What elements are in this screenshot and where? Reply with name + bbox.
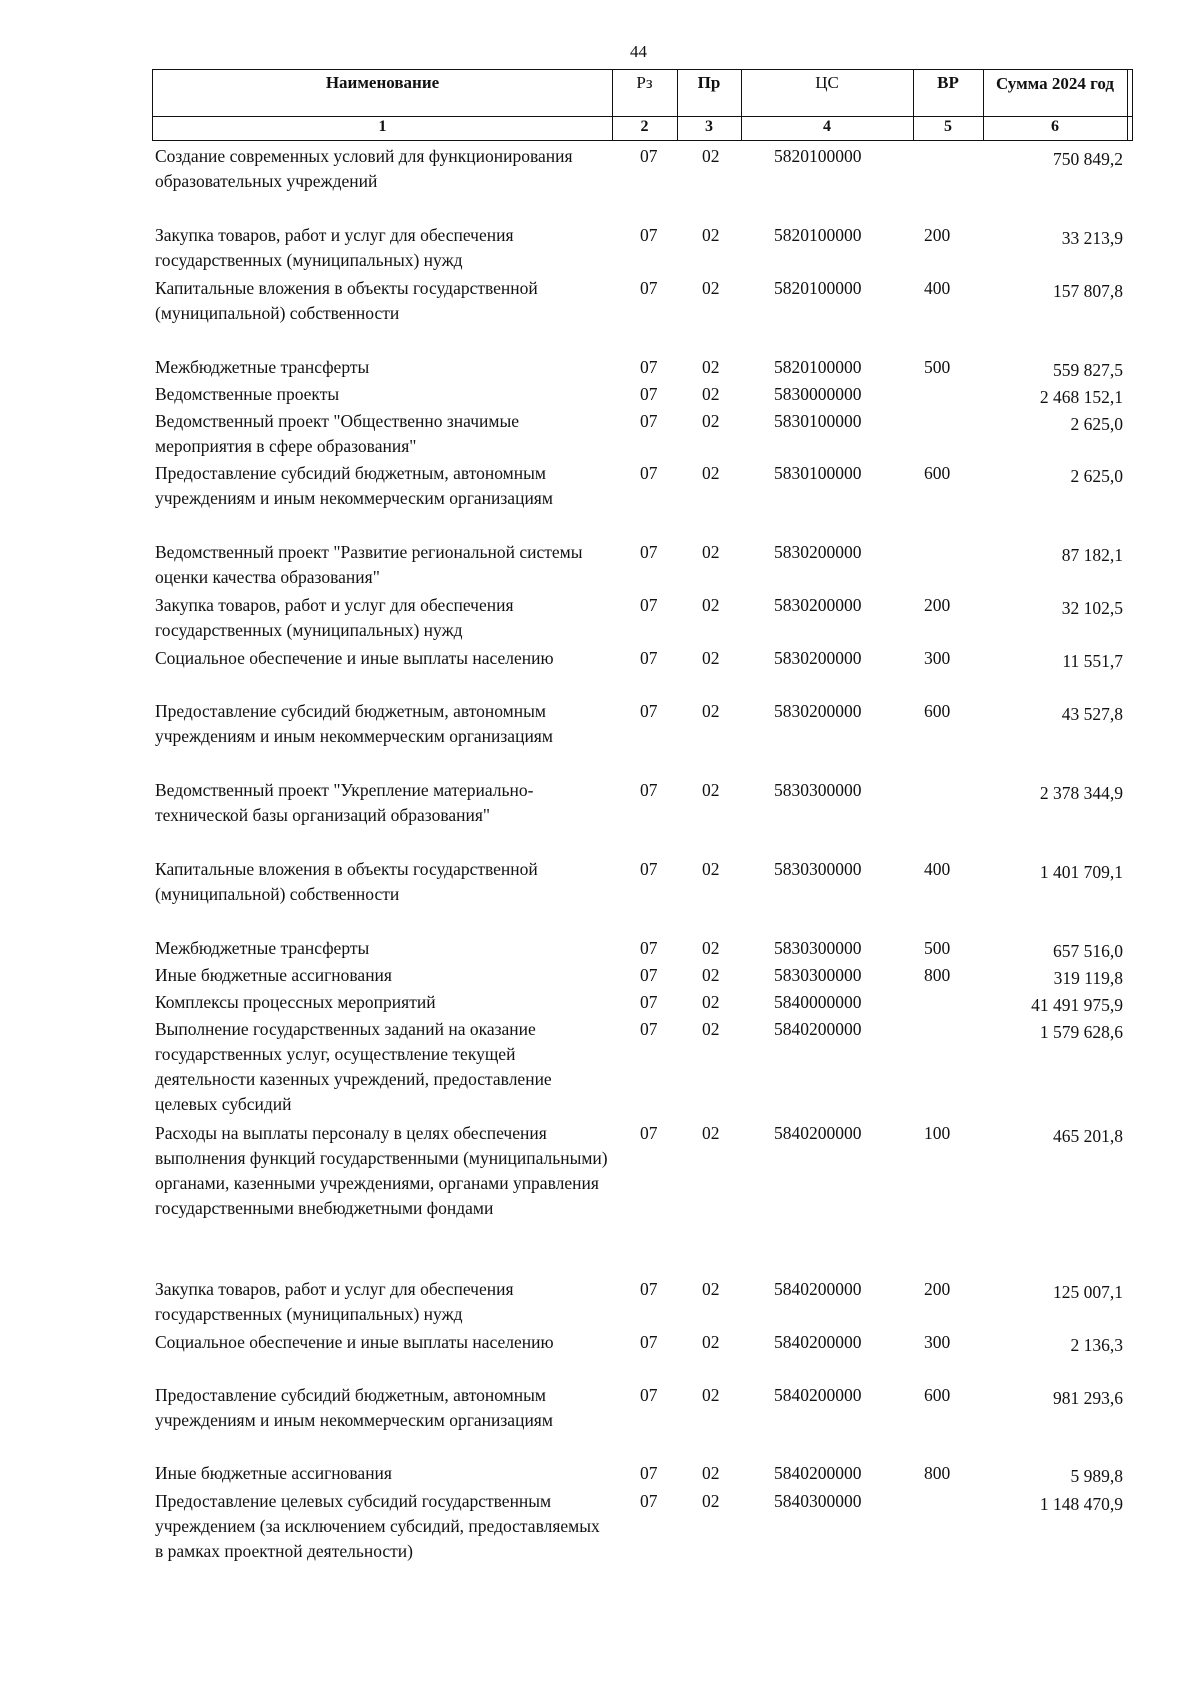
row-name: Создание современных условий для функционирования образовательных учреждений <box>155 146 573 191</box>
row-name: Ведомственный проект "Общественно значимые мероприятия в сфере образования" <box>155 411 519 456</box>
row-name: Закупка товаров, работ и услуг для обеспечения государственных (муниципальных) нужд <box>155 595 514 640</box>
row-rz: 07 <box>640 1463 658 1483</box>
table-row <box>0 1330 1200 1383</box>
row-rz: 07 <box>640 384 658 404</box>
row-sum: 11 551,7 <box>1062 651 1123 671</box>
row-rz: 07 <box>640 278 658 298</box>
row-pr: 02 <box>702 1279 720 1299</box>
row-cs: 5830300000 <box>774 965 862 985</box>
row-pr: 02 <box>702 1332 720 1352</box>
row-sum: 657 516,0 <box>1053 941 1123 961</box>
header-rz: Рз <box>636 73 653 92</box>
row-sum: 2 625,0 <box>1070 414 1123 434</box>
table-row <box>0 144 1200 223</box>
row-rz: 07 <box>640 542 658 562</box>
row-rz: 07 <box>640 1279 658 1299</box>
row-cs: 5840200000 <box>774 1463 862 1483</box>
row-rz: 07 <box>640 463 658 483</box>
header-pr: Пр <box>697 73 721 92</box>
row-sum: 1 579 628,6 <box>1039 1022 1123 1042</box>
row-name: Ведомственные проекты <box>155 384 340 404</box>
row-cs: 5830100000 <box>774 411 862 431</box>
row-sum: 125 007,1 <box>1053 1282 1123 1302</box>
header-col-4: 4 <box>823 118 831 135</box>
row-vr: 200 <box>924 1279 951 1299</box>
header-vr: ВР <box>937 73 959 92</box>
page-number: 44 <box>630 42 647 61</box>
row-name: Капитальные вложения в объекты государственной (муниципальной) собственности <box>155 859 538 904</box>
row-pr: 02 <box>702 146 720 166</box>
row-name: Иные бюджетные ассигнования <box>155 965 392 985</box>
row-vr: 800 <box>924 965 951 985</box>
table-row <box>0 1121 1200 1277</box>
row-vr: 800 <box>924 1463 951 1483</box>
row-pr: 02 <box>702 1463 720 1483</box>
row-name: Предоставление субсидий бюджетным, автономным учреждениям и иным некоммерческим организациям <box>155 1385 553 1430</box>
row-cs: 5820100000 <box>774 146 862 166</box>
row-pr: 02 <box>702 384 720 404</box>
row-pr: 02 <box>702 1019 720 1039</box>
row-name: Предоставление субсидий бюджетным, автономным учреждениям и иным некоммерческим организациям <box>155 701 553 746</box>
row-pr: 02 <box>702 595 720 615</box>
header-col-1: 1 <box>378 118 387 135</box>
row-sum: 559 827,5 <box>1053 360 1123 380</box>
header-sum: Сумма 2024 год <box>995 74 1115 93</box>
row-name: Ведомственный проект "Развитие региональной системы оценки качества образования" <box>155 542 583 587</box>
row-vr: 200 <box>924 225 951 245</box>
row-rz: 07 <box>640 701 658 721</box>
row-sum: 87 182,1 <box>1061 545 1123 565</box>
row-name: Межбюджетные трансферты <box>155 357 370 377</box>
header-col-5: 5 <box>944 118 952 135</box>
row-pr: 02 <box>702 701 720 721</box>
row-vr: 500 <box>924 938 951 958</box>
table-row <box>0 1383 1200 1461</box>
row-name: Предоставление субсидий бюджетным, автономным учреждениям и иным некоммерческим организациям <box>155 463 553 508</box>
row-cs: 5840200000 <box>774 1332 862 1352</box>
row-vr: 400 <box>924 278 951 298</box>
table-row <box>0 1017 1200 1121</box>
row-pr: 02 <box>702 463 720 483</box>
row-sum: 319 119,8 <box>1053 968 1123 988</box>
row-cs: 5840300000 <box>774 1491 862 1511</box>
row-sum: 33 213,9 <box>1061 228 1123 248</box>
row-rz: 07 <box>640 992 658 1012</box>
row-rz: 07 <box>640 225 658 245</box>
table-row <box>0 355 1200 382</box>
row-vr: 600 <box>924 701 951 721</box>
row-rz: 07 <box>640 357 658 377</box>
row-cs: 5840000000 <box>774 992 862 1012</box>
row-rz: 07 <box>640 1123 658 1143</box>
row-pr: 02 <box>702 965 720 985</box>
row-sum: 465 201,8 <box>1053 1126 1123 1146</box>
row-name: Закупка товаров, работ и услуг для обеспечения государственных (муниципальных) нужд <box>155 225 514 270</box>
row-cs: 5830300000 <box>774 938 862 958</box>
row-vr: 200 <box>924 595 951 615</box>
row-sum: 2 625,0 <box>1070 466 1123 486</box>
row-pr: 02 <box>702 357 720 377</box>
row-rz: 07 <box>640 938 658 958</box>
row-pr: 02 <box>702 1123 720 1143</box>
row-name: Межбюджетные трансферты <box>155 938 370 958</box>
table-row <box>0 857 1200 936</box>
row-cs: 5820100000 <box>774 278 862 298</box>
row-rz: 07 <box>640 859 658 879</box>
row-name: Предоставление целевых субсидий государственным учреждением (за исключением субсидий, предоставляемых в рамках проектной деятельности) <box>155 1491 600 1561</box>
table-row <box>0 778 1200 857</box>
row-sum: 41 491 975,9 <box>1031 995 1123 1015</box>
row-sum: 2 378 344,9 <box>1039 783 1123 803</box>
row-vr: 600 <box>924 1385 951 1405</box>
row-rz: 07 <box>640 780 658 800</box>
row-pr: 02 <box>702 542 720 562</box>
row-pr: 02 <box>702 859 720 879</box>
row-cs: 5820100000 <box>774 225 862 245</box>
row-rz: 07 <box>640 1332 658 1352</box>
header-col-6: 6 <box>1051 118 1059 135</box>
row-rz: 07 <box>640 965 658 985</box>
header-cs: ЦС <box>815 73 839 92</box>
row-cs: 5830200000 <box>774 701 862 721</box>
row-vr: 400 <box>924 859 951 879</box>
row-cs: 5840200000 <box>774 1123 862 1143</box>
table-row <box>0 382 1200 409</box>
row-pr: 02 <box>702 938 720 958</box>
row-name: Выполнение государственных заданий на оказание государственных услуг, осуществление текущей деятельности казенных учреждений, предоставление целевых субсидий <box>155 1019 552 1114</box>
row-name: Закупка товаров, работ и услуг для обеспечения государственных (муниципальных) нужд <box>155 1279 514 1324</box>
table-row <box>0 461 1200 540</box>
row-name: Социальное обеспечение и иные выплаты населению <box>155 648 554 668</box>
row-sum: 2 136,3 <box>1070 1335 1123 1355</box>
row-cs: 5840200000 <box>774 1279 862 1299</box>
row-rz: 07 <box>640 1491 658 1511</box>
header-name: Наименование <box>325 73 440 92</box>
row-sum: 157 807,8 <box>1053 281 1123 301</box>
table-row <box>0 646 1200 699</box>
row-name: Социальное обеспечение и иные выплаты населению <box>155 1332 554 1352</box>
table-row <box>0 936 1200 963</box>
row-vr: 600 <box>924 463 951 483</box>
row-sum: 32 102,5 <box>1061 598 1123 618</box>
row-rz: 07 <box>640 648 658 668</box>
row-pr: 02 <box>702 648 720 668</box>
row-cs: 5820100000 <box>774 357 862 377</box>
row-cs: 5830200000 <box>774 648 862 668</box>
row-rz: 07 <box>640 146 658 166</box>
row-name: Ведомственный проект "Укрепление материально-технической базы организаций образования" <box>155 780 534 825</box>
row-cs: 5830200000 <box>774 595 862 615</box>
table-row <box>0 540 1200 593</box>
table-row <box>0 1277 1200 1330</box>
row-vr: 300 <box>924 1332 951 1352</box>
row-rz: 07 <box>640 595 658 615</box>
table-row <box>0 963 1200 990</box>
row-sum: 1 401 709,1 <box>1039 862 1123 882</box>
row-sum: 5 989,8 <box>1070 1466 1123 1486</box>
row-pr: 02 <box>702 1491 720 1511</box>
table-row <box>0 699 1200 778</box>
table-row <box>0 1461 1200 1489</box>
header-col-3: 3 <box>705 118 713 135</box>
header-col-2: 2 <box>640 118 649 135</box>
row-vr: 100 <box>924 1123 951 1143</box>
row-vr: 300 <box>924 648 951 668</box>
row-sum: 1 148 470,9 <box>1039 1494 1123 1514</box>
row-cs: 5830300000 <box>774 780 862 800</box>
row-rz: 07 <box>640 1019 658 1039</box>
table-header <box>152 69 1133 141</box>
row-sum: 750 849,2 <box>1053 149 1123 169</box>
table-row <box>0 593 1200 646</box>
row-pr: 02 <box>702 225 720 245</box>
row-pr: 02 <box>702 780 720 800</box>
row-name: Расходы на выплаты персоналу в целях обеспечения выполнения функций государственными (муниципальными) органами, казенными учреждениями, органами управления государственными внебюджетными фондами <box>155 1123 608 1218</box>
row-vr: 500 <box>924 357 951 377</box>
row-sum: 981 293,6 <box>1053 1388 1123 1408</box>
row-pr: 02 <box>702 278 720 298</box>
row-sum: 43 527,8 <box>1061 704 1123 724</box>
table-row <box>0 223 1200 276</box>
row-cs: 5830100000 <box>774 463 862 483</box>
row-rz: 07 <box>640 1385 658 1405</box>
row-name: Иные бюджетные ассигнования <box>155 1463 392 1483</box>
row-sum: 2 468 152,1 <box>1039 387 1123 407</box>
row-rz: 07 <box>640 411 658 431</box>
budget-table-body <box>0 144 1200 1569</box>
row-cs: 5830200000 <box>774 542 862 562</box>
row-name: Капитальные вложения в объекты государственной (муниципальной) собственности <box>155 278 538 323</box>
table-row <box>0 990 1200 1017</box>
table-row <box>0 409 1200 461</box>
row-cs: 5830300000 <box>774 859 862 879</box>
row-name: Комплексы процессных мероприятий <box>155 992 436 1012</box>
row-cs: 5840200000 <box>774 1019 862 1039</box>
row-cs: 5830000000 <box>774 384 862 404</box>
row-pr: 02 <box>702 992 720 1012</box>
row-pr: 02 <box>702 1385 720 1405</box>
row-cs: 5840200000 <box>774 1385 862 1405</box>
row-pr: 02 <box>702 411 720 431</box>
table-row <box>0 1489 1200 1569</box>
table-row <box>0 276 1200 355</box>
